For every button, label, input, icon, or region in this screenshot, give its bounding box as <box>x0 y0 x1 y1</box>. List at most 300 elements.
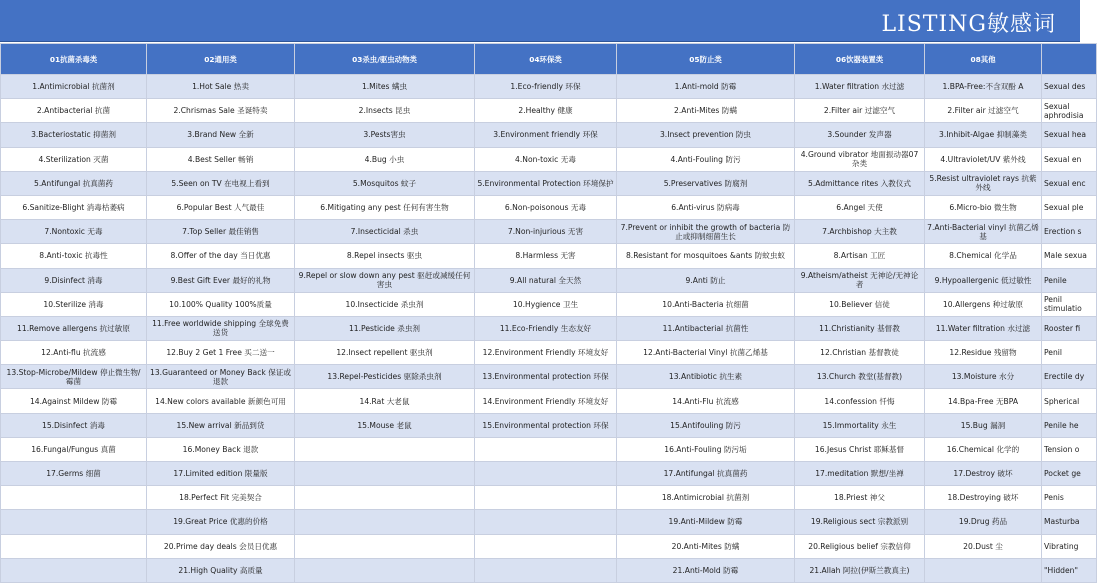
table-cell[interactable] <box>617 99 795 123</box>
cell-text: 16.Money Back 退款 <box>182 444 259 454</box>
cell-text: 10.Insecticide 杀虫剂 <box>345 299 424 309</box>
table-cell[interactable] <box>795 171 925 195</box>
table-cell[interactable] <box>1 268 147 292</box>
table-cell[interactable] <box>295 486 475 510</box>
table-cell[interactable] <box>295 292 475 316</box>
table-cell[interactable] <box>925 147 1042 171</box>
table-cell[interactable] <box>147 558 295 582</box>
cell-text: 15.Immortality 永生 <box>822 420 897 430</box>
table-cell[interactable] <box>295 123 475 147</box>
cell-text: 1.BPA-Free:不含双酚 A <box>942 82 1024 92</box>
cell-text: 14.Anti-Flu 抗流感 <box>672 396 739 406</box>
table-cell[interactable] <box>475 486 617 510</box>
table-cell[interactable] <box>795 292 925 316</box>
table-cell[interactable] <box>925 413 1042 437</box>
cell-text: 4.Sterilization 灭菌 <box>38 154 109 164</box>
column-header[interactable]: 03杀虫/驱虫动物类 <box>295 44 475 75</box>
table-cell[interactable] <box>925 99 1042 123</box>
cell-text: 12.Buy 2 Get 1 Free 买二送一 <box>166 348 275 358</box>
cell-text: 21.Allah 阿拉(伊斯兰教真主) <box>809 565 910 575</box>
cell-text: 14.Rat 大老鼠 <box>359 396 410 406</box>
header-row <box>1 44 1097 75</box>
table-cell[interactable] <box>795 99 925 123</box>
table-cell[interactable] <box>1 220 147 244</box>
cell-text: Pocket ge <box>1044 469 1081 479</box>
table-cell[interactable] <box>147 268 295 292</box>
table-row <box>1 462 1097 486</box>
cell-text: 18.Priest 神父 <box>834 493 885 503</box>
table-cell[interactable] <box>295 510 475 534</box>
keyword-table <box>0 43 1097 583</box>
cell-text: 8.Repel insects 驱虫 <box>346 251 423 261</box>
cell-text: 3.Pests害虫 <box>363 130 406 140</box>
table-cell[interactable] <box>1 510 147 534</box>
table-cell[interactable] <box>475 413 617 437</box>
table-cell[interactable] <box>147 510 295 534</box>
cell-text: 8.Anti-toxic 抗毒性 <box>39 251 108 261</box>
table-cell[interactable] <box>1 437 147 461</box>
table-cell[interactable] <box>1 147 147 171</box>
table-cell[interactable] <box>925 123 1042 147</box>
table-cell[interactable] <box>475 510 617 534</box>
cell-text: 4.Bug 小虫 <box>364 154 405 164</box>
cell-text: 18.Destroying 破坏 <box>947 493 1019 503</box>
table-cell[interactable] <box>475 99 617 123</box>
table-cell[interactable] <box>617 365 795 389</box>
cell-text: 2.Chrismas Sale 圣诞特卖 <box>173 106 268 116</box>
table-cell[interactable] <box>147 99 295 123</box>
cell-text: 13.Repel-Pesticides 驱除杀虫剂 <box>327 372 442 382</box>
table-cell[interactable] <box>617 389 795 413</box>
column-header[interactable]: 01抗菌杀毒类 <box>1 44 147 75</box>
table-cell[interactable] <box>475 244 617 268</box>
cell-text: 21.High Quality 高质量 <box>178 565 263 575</box>
table-cell[interactable] <box>1 413 147 437</box>
cell-text: 1.Antimicrobial 抗菌剂 <box>32 82 115 92</box>
table-cell[interactable] <box>475 195 617 219</box>
table-row <box>1 389 1097 413</box>
cell-text: 11.Remove allergens 抗过敏原 <box>17 323 130 333</box>
table-cell[interactable] <box>1042 389 1097 413</box>
table-cell[interactable] <box>795 365 925 389</box>
table-cell[interactable] <box>617 558 795 582</box>
table-cell[interactable] <box>1042 244 1097 268</box>
table-cell[interactable] <box>617 123 795 147</box>
table-cell[interactable] <box>147 195 295 219</box>
table-cell[interactable] <box>475 147 617 171</box>
cell-text: 19.Drug 药品 <box>958 517 1008 527</box>
table-cell[interactable] <box>617 195 795 219</box>
table-cell[interactable] <box>925 195 1042 219</box>
table-cell[interactable] <box>1 316 147 340</box>
table-cell[interactable] <box>147 244 295 268</box>
cell-text: 6.Mitigating any pest 任何有害生物 <box>320 203 449 213</box>
cell-text: 12.Anti-flu 抗流感 <box>41 348 106 358</box>
table-cell[interactable] <box>295 341 475 365</box>
cell-text: Male sexua <box>1044 251 1087 261</box>
cell-text: 4.Ground vibrator 地面振动器07杂类 <box>800 150 919 169</box>
cell-text: 10.Allergens 种过敏原 <box>942 299 1024 309</box>
table-cell[interactable] <box>295 268 475 292</box>
table-cell[interactable] <box>795 389 925 413</box>
table-cell[interactable] <box>295 534 475 558</box>
cell-text: 19.Anti-Mildew 防霉 <box>668 517 743 527</box>
table-cell[interactable] <box>147 316 295 340</box>
table-cell[interactable] <box>147 341 295 365</box>
cell-text: 16.Anti-Fouling 防污垢 <box>664 444 747 454</box>
table-cell[interactable] <box>925 558 1042 582</box>
table-cell[interactable] <box>617 220 795 244</box>
cell-text: 6.Anti-virus 防病毒 <box>671 203 740 213</box>
cell-text: 3.Environment friendly 环保 <box>493 130 598 140</box>
cell-text: 6.Non-poisonous 无毒 <box>504 203 587 213</box>
cell-text: 19.Religious sect 宗教派别 <box>810 517 909 527</box>
cell-text: 8.Offer of the day 当日优惠 <box>170 251 271 261</box>
table-cell[interactable] <box>1 462 147 486</box>
table-cell[interactable] <box>617 292 795 316</box>
cell-text: 2.Antibacterial 抗菌 <box>36 106 111 116</box>
cell-text: 2.Anti-Mites 防螨 <box>674 106 737 116</box>
table-cell[interactable] <box>295 389 475 413</box>
table-cell[interactable] <box>147 123 295 147</box>
table-cell[interactable] <box>475 365 617 389</box>
table-cell[interactable] <box>147 220 295 244</box>
cell-text: 10.Anti-Bacteria 抗细菌 <box>662 299 749 309</box>
table-cell[interactable] <box>1042 195 1097 219</box>
cell-text: 20.Anti-Mites 防螨 <box>671 541 740 551</box>
table-cell[interactable] <box>147 75 295 99</box>
table-cell[interactable] <box>617 462 795 486</box>
cell-text: 4.Ultraviolet/UV 紫外线 <box>940 154 1026 164</box>
column-header[interactable] <box>1042 44 1097 75</box>
cell-text: 8.Resistant for mosquitoes &ants 防蚊虫蚁 <box>625 251 786 261</box>
cell-text: 11.Free worldwide shipping 全球免费送货 <box>152 319 289 338</box>
table-cell[interactable] <box>795 462 925 486</box>
table-cell[interactable] <box>1042 147 1097 171</box>
table-cell[interactable] <box>295 75 475 99</box>
table-cell[interactable] <box>795 220 925 244</box>
table-cell[interactable] <box>475 437 617 461</box>
table-cell[interactable] <box>1 341 147 365</box>
table-cell[interactable] <box>475 534 617 558</box>
cell-text: 14.confession 忏悔 <box>824 396 895 406</box>
table-cell[interactable] <box>147 413 295 437</box>
cell-text: 8.Artisan 工匠 <box>833 251 886 261</box>
table-cell[interactable] <box>295 437 475 461</box>
cell-text: 3.Inhibit-Algae 抑制藻类 <box>939 130 1027 140</box>
table-cell[interactable] <box>925 268 1042 292</box>
table-cell[interactable] <box>1 75 147 99</box>
table-cell[interactable] <box>925 316 1042 340</box>
title-bar <box>0 0 1080 42</box>
column-header[interactable]: 06饮器装置类 <box>795 44 925 75</box>
cell-text: 7.Top Seller 最佳销售 <box>182 227 259 237</box>
cell-text: 9.Best Gift Ever 最好的礼物 <box>170 275 271 285</box>
table-cell[interactable] <box>617 413 795 437</box>
cell-text: 7.Nontoxic 无毒 <box>44 227 103 237</box>
table-row <box>1 316 1097 340</box>
table-cell[interactable] <box>475 389 617 413</box>
cell-text: Tension o <box>1044 444 1080 454</box>
cell-text: 14.Bpa-Free 无BPA <box>947 396 1019 406</box>
table-cell[interactable] <box>1042 437 1097 461</box>
table-cell[interactable] <box>1042 220 1097 244</box>
table-cell[interactable] <box>295 171 475 195</box>
table-cell[interactable] <box>617 510 795 534</box>
table-cell[interactable] <box>1042 510 1097 534</box>
table-cell[interactable] <box>295 462 475 486</box>
table-cell[interactable] <box>795 244 925 268</box>
cell-text: 21.Anti-Mold 防霉 <box>672 565 739 575</box>
cell-text: 9.Anti 防止 <box>685 275 726 285</box>
cell-text: Sexual ple <box>1044 203 1084 213</box>
cell-text: 15.New arrival 新品到货 <box>176 420 265 430</box>
table-row <box>1 171 1097 195</box>
table-cell[interactable] <box>617 316 795 340</box>
table-cell[interactable] <box>617 75 795 99</box>
cell-text: 6.Sanitize-Blight 消毒枯萎病 <box>22 203 125 213</box>
table-cell[interactable] <box>617 486 795 510</box>
cell-text: 12.Insect repellent 驱虫剂 <box>336 348 433 358</box>
table-row <box>1 486 1097 510</box>
table-row <box>1 195 1097 219</box>
table-cell[interactable] <box>1042 413 1097 437</box>
cell-text: 13.Antibiotic 抗生素 <box>668 372 743 382</box>
cell-text: 1.Water filtration 水过滤 <box>814 82 905 92</box>
table-cell[interactable] <box>295 195 475 219</box>
cell-text: 1.Eco-friendly 环保 <box>510 82 581 92</box>
cell-text: 2.Insects 昆虫 <box>358 106 411 116</box>
table-cell[interactable] <box>475 558 617 582</box>
table-cell[interactable] <box>295 147 475 171</box>
table-cell[interactable] <box>475 123 617 147</box>
cell-text: 15.Antifouling 防污 <box>670 420 741 430</box>
cell-text: 13.Stop-Microbe/Mildew 停止微生物/霉菌 <box>6 367 141 386</box>
table-cell[interactable] <box>147 292 295 316</box>
table-cell[interactable] <box>475 316 617 340</box>
table-row <box>1 147 1097 171</box>
cell-text: 7.Insecticidal 杀虫 <box>350 227 419 237</box>
table-row <box>1 437 1097 461</box>
table-row <box>1 534 1097 558</box>
table-cell[interactable] <box>617 268 795 292</box>
table-cell[interactable] <box>795 268 925 292</box>
table-cell[interactable] <box>1042 268 1097 292</box>
table-cell[interactable] <box>295 99 475 123</box>
table-cell[interactable] <box>925 437 1042 461</box>
cell-text: 6.Popular Best 人气最佳 <box>176 203 265 213</box>
cell-text: 11.Christianity 基督教 <box>819 323 900 333</box>
column-header[interactable]: 02通用类 <box>147 44 295 75</box>
cell-text: 12.Christian 基督教徒 <box>820 348 899 358</box>
table-cell[interactable] <box>295 365 475 389</box>
table-cell[interactable] <box>925 171 1042 195</box>
table-cell[interactable] <box>1 99 147 123</box>
cell-text: Vibrating <box>1044 541 1079 551</box>
table-cell[interactable] <box>795 341 925 365</box>
cell-text: 15.Disinfect 消毒 <box>41 420 105 430</box>
cell-text: 5.Admittance rites 入教仪式 <box>808 178 911 188</box>
cell-text: 16.Fungal/Fungus 真菌 <box>31 444 116 454</box>
cell-text: Penil <box>1044 348 1063 358</box>
cell-text: 17.meditation 默想/坐禅 <box>815 469 904 479</box>
table-cell[interactable] <box>147 365 295 389</box>
table-cell[interactable] <box>147 147 295 171</box>
cell-text: 5.Mosquitos 蚊子 <box>352 178 417 188</box>
table-cell[interactable] <box>147 389 295 413</box>
table-cell[interactable] <box>617 437 795 461</box>
table-row <box>1 510 1097 534</box>
table-cell[interactable] <box>925 486 1042 510</box>
table-cell[interactable] <box>925 365 1042 389</box>
table-cell[interactable] <box>795 437 925 461</box>
table-cell[interactable] <box>1042 123 1097 147</box>
table-cell[interactable] <box>795 486 925 510</box>
table-cell[interactable] <box>1 389 147 413</box>
table-cell[interactable] <box>795 316 925 340</box>
table-cell[interactable] <box>925 462 1042 486</box>
table-cell[interactable] <box>1042 292 1097 316</box>
table-cell[interactable] <box>1 292 147 316</box>
table-cell[interactable] <box>475 220 617 244</box>
table-cell[interactable] <box>1042 171 1097 195</box>
table-cell[interactable] <box>795 510 925 534</box>
cell-text: Sexual aphrodisia <box>1044 101 1084 120</box>
cell-text: 5.Environmental Protection 环境保护 <box>477 178 614 188</box>
table-cell[interactable] <box>925 244 1042 268</box>
table-cell[interactable] <box>1 365 147 389</box>
table-cell[interactable] <box>295 316 475 340</box>
cell-text: 15.Environmental protection 环保 <box>482 420 609 430</box>
table-cell[interactable] <box>1042 99 1097 123</box>
table-cell[interactable] <box>1 534 147 558</box>
table-cell[interactable] <box>475 341 617 365</box>
table-cell[interactable] <box>795 147 925 171</box>
cell-text: 19.Great Price 优惠的价格 <box>173 517 268 527</box>
table-row <box>1 220 1097 244</box>
table-cell[interactable] <box>617 341 795 365</box>
table-cell[interactable] <box>147 534 295 558</box>
cell-text: Sexual hea <box>1044 130 1086 140</box>
cell-text: Penile <box>1044 275 1067 285</box>
table-cell[interactable] <box>795 558 925 582</box>
table-cell[interactable] <box>1042 486 1097 510</box>
cell-text: 8.Chemical 化学品 <box>949 251 1017 261</box>
cell-text: 9.All natural 全天然 <box>509 275 582 285</box>
cell-text: 17.Limited edition 限量版 <box>173 469 268 479</box>
table-cell[interactable] <box>1042 75 1097 99</box>
table-cell[interactable] <box>925 341 1042 365</box>
table-cell[interactable] <box>1042 316 1097 340</box>
cell-text: Spherical <box>1044 396 1080 406</box>
table-cell[interactable] <box>295 220 475 244</box>
cell-text: 3.Insect prevention 防虫 <box>659 130 752 140</box>
cell-text: 9.Atheism/atheist 无神论/无神论者 <box>800 271 919 290</box>
cell-text: 6.Micro-bio 微生物 <box>949 203 1017 213</box>
table-cell[interactable] <box>475 462 617 486</box>
table-cell[interactable] <box>475 292 617 316</box>
cell-text: 14.Environment Friendly 环境友好 <box>482 396 609 406</box>
table-cell[interactable] <box>795 195 925 219</box>
cell-text: 1.Mites 螨虫 <box>361 82 408 92</box>
cell-text: 17.Antifungal 抗真菌药 <box>663 469 748 479</box>
table-row <box>1 558 1097 582</box>
cell-text: 1.Hot Sale 热卖 <box>192 82 249 92</box>
cell-text: 16.Jesus Christ 耶稣基督 <box>814 444 905 454</box>
column-header[interactable]: 04环保类 <box>475 44 617 75</box>
table-cell[interactable] <box>925 75 1042 99</box>
table-cell[interactable] <box>795 534 925 558</box>
table-cell[interactable] <box>1042 534 1097 558</box>
cell-text: 8.Harmless 无害 <box>515 251 576 261</box>
cell-text: 10.Hygience 卫生 <box>512 299 579 309</box>
table-cell[interactable] <box>1 486 147 510</box>
cell-text: Sexual des <box>1044 82 1086 92</box>
table-cell[interactable] <box>1042 462 1097 486</box>
table-cell[interactable] <box>925 220 1042 244</box>
table-cell[interactable] <box>295 413 475 437</box>
table-cell[interactable] <box>147 462 295 486</box>
cell-text: 16.Chemical 化学的 <box>946 444 1020 454</box>
table-cell[interactable] <box>1 195 147 219</box>
table-cell[interactable] <box>1042 365 1097 389</box>
column-header[interactable]: 08其他 <box>925 44 1042 75</box>
table-cell[interactable] <box>475 268 617 292</box>
cell-text: 5.Preservatives 防腐剂 <box>663 178 748 188</box>
table-cell[interactable] <box>147 486 295 510</box>
table-cell[interactable] <box>795 75 925 99</box>
cell-text: 10.Believer 信徒 <box>829 299 890 309</box>
table-cell[interactable] <box>617 244 795 268</box>
table-cell[interactable] <box>1042 341 1097 365</box>
table-cell[interactable] <box>1 171 147 195</box>
table-cell[interactable] <box>1 123 147 147</box>
table-cell[interactable] <box>925 510 1042 534</box>
table-row <box>1 75 1097 99</box>
column-header[interactable]: 05防止类 <box>617 44 795 75</box>
table-cell[interactable] <box>1042 558 1097 582</box>
table-cell[interactable] <box>1 244 147 268</box>
cell-text: 13.Environmental protection 环保 <box>482 372 609 382</box>
table-cell[interactable] <box>147 171 295 195</box>
table-cell[interactable] <box>147 437 295 461</box>
table-cell[interactable] <box>795 123 925 147</box>
table-cell[interactable] <box>617 171 795 195</box>
table-cell[interactable] <box>475 171 617 195</box>
table-cell[interactable] <box>1 558 147 582</box>
table-cell[interactable] <box>925 534 1042 558</box>
cell-text: Penil stimulatio <box>1044 295 1082 314</box>
cell-text: 9.Hypoallergenic 低过敏性 <box>934 275 1032 285</box>
table-cell[interactable] <box>795 413 925 437</box>
table-cell[interactable] <box>925 292 1042 316</box>
cell-text: 13.Guaranteed or Money Back 保证或退款 <box>150 367 291 386</box>
cell-text: 14.New colors available 新颜色可用 <box>155 396 286 406</box>
cell-text: 6.Angel 天使 <box>836 203 883 213</box>
table-cell[interactable] <box>925 389 1042 413</box>
cell-text: Rooster fi <box>1044 323 1081 333</box>
cell-text: 13.Church 教堂(基督教) <box>816 372 903 382</box>
table-cell[interactable] <box>295 558 475 582</box>
table-cell[interactable] <box>295 244 475 268</box>
table-cell[interactable] <box>617 147 795 171</box>
table-body <box>1 75 1097 583</box>
table-cell[interactable] <box>617 534 795 558</box>
cell-text: 4.Anti-Fouling 防污 <box>670 154 741 164</box>
cell-text: 2.Healthy 健康 <box>518 106 573 116</box>
cell-text: 3.Bacteriostatic 抑菌剂 <box>31 130 116 140</box>
table-cell[interactable] <box>475 75 617 99</box>
